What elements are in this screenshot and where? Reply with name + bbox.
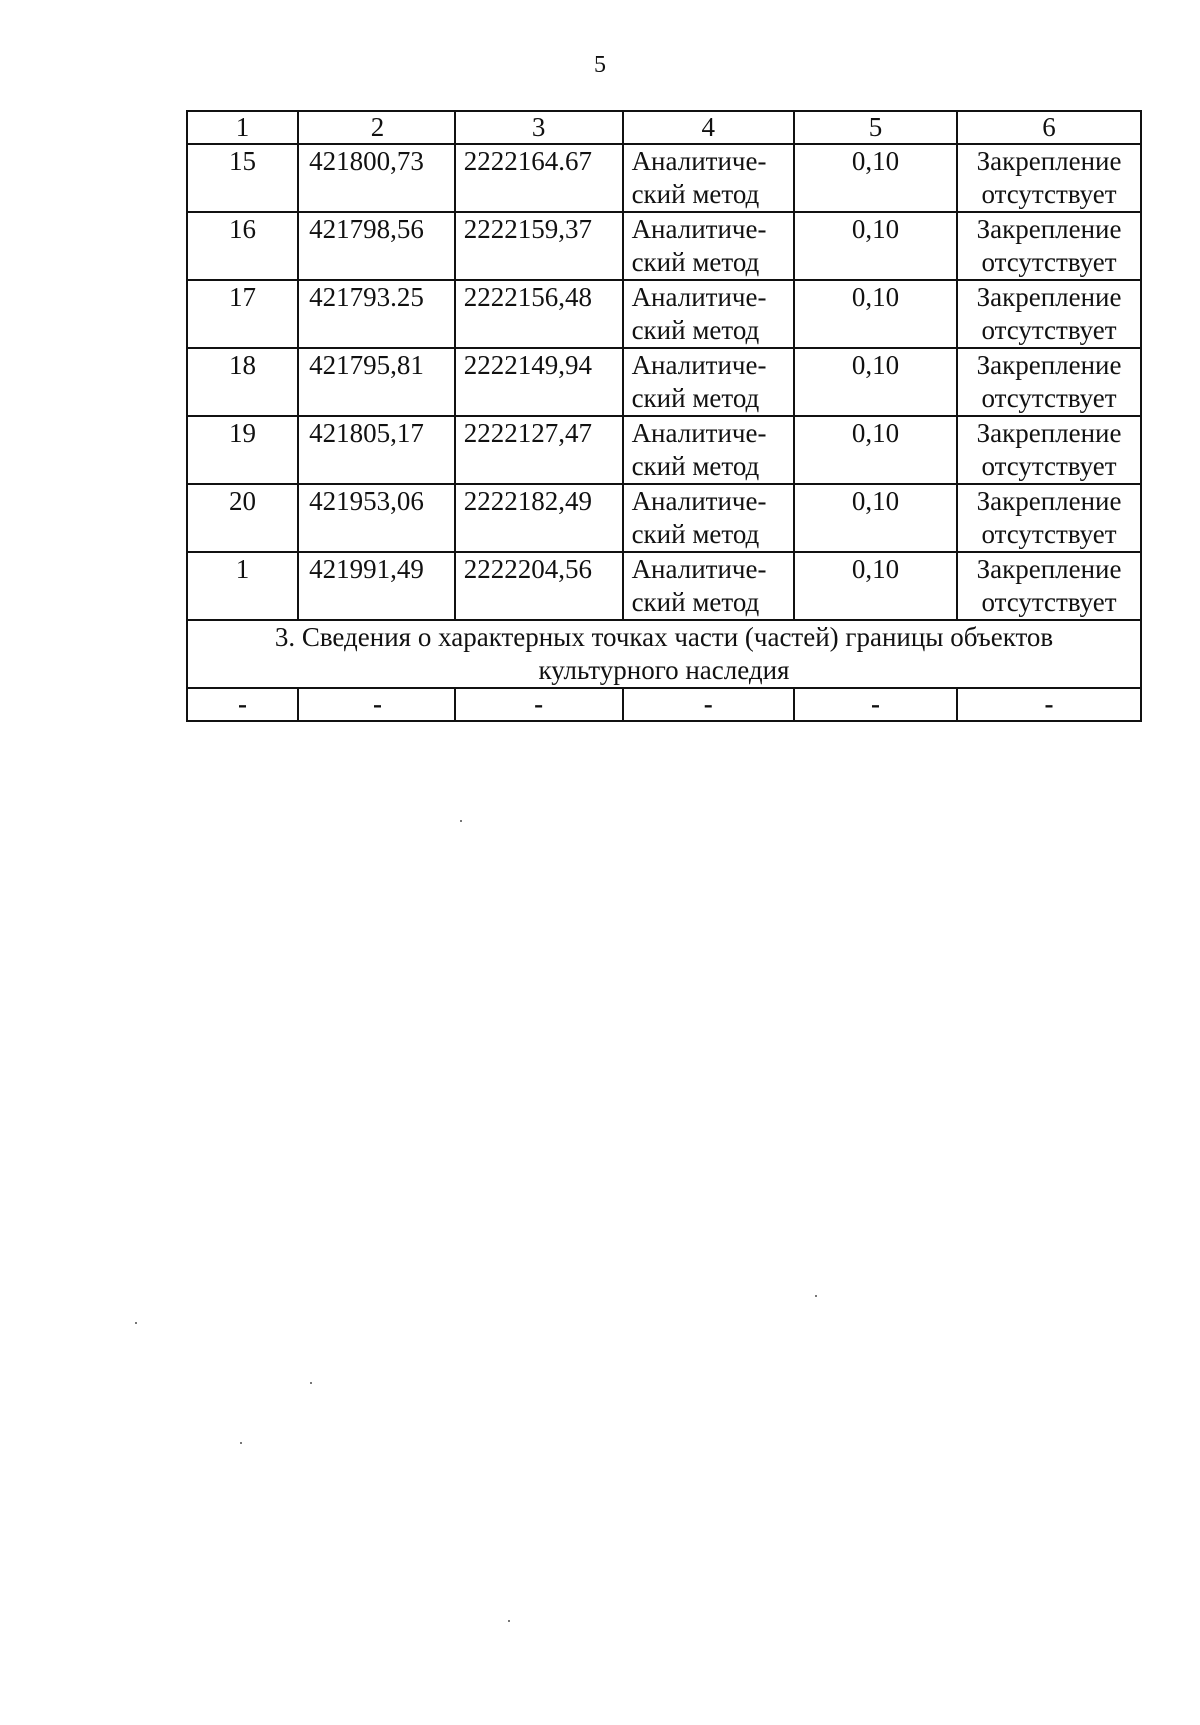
- table-row: [187, 416, 1141, 484]
- point-number: 1: [187, 552, 298, 620]
- fixing-description: Закрепление отсутствует: [957, 280, 1141, 348]
- header-cell: 3: [455, 111, 623, 144]
- method: Аналитиче-ский метод: [623, 552, 794, 620]
- table-row: [187, 212, 1141, 280]
- fixing-description: Закрепление отсутствует: [957, 484, 1141, 552]
- coordinate-y: 2222127,47: [455, 416, 623, 484]
- table-header-row: [187, 111, 1141, 144]
- empty-cell: -: [187, 688, 298, 721]
- header-cell: 2: [298, 111, 455, 144]
- empty-cell: -: [794, 688, 957, 721]
- accuracy: 0,10: [794, 348, 957, 416]
- section-heading-row: [187, 620, 1141, 688]
- coordinate-x: 421953,06: [298, 484, 455, 552]
- point-number: 17: [187, 280, 298, 348]
- fixing-description: Закрепление отсутствует: [957, 348, 1141, 416]
- scan-speck: [240, 1442, 242, 1444]
- table-row: [187, 484, 1141, 552]
- table-row: [187, 348, 1141, 416]
- point-number: 19: [187, 416, 298, 484]
- fixing-description: Закрепление отсутствует: [957, 416, 1141, 484]
- method: Аналитиче-ский метод: [623, 144, 794, 212]
- coordinate-y: 2222159,37: [455, 212, 623, 280]
- table-row: [187, 144, 1141, 212]
- empty-cell: -: [957, 688, 1141, 721]
- coordinate-x: 421798,56: [298, 212, 455, 280]
- coordinate-x: 421805,17: [298, 416, 455, 484]
- point-number: 20: [187, 484, 298, 552]
- coordinate-x: 421793.25: [298, 280, 455, 348]
- fixing-description: Закрепление отсутствует: [957, 212, 1141, 280]
- fixing-description: Закрепление отсутствует: [957, 144, 1141, 212]
- accuracy: 0,10: [794, 484, 957, 552]
- method: Аналитиче-ский метод: [623, 348, 794, 416]
- coordinate-x: 421800,73: [298, 144, 455, 212]
- point-number: 18: [187, 348, 298, 416]
- coordinate-x: 421991,49: [298, 552, 455, 620]
- header-cell: 4: [623, 111, 794, 144]
- point-number: 15: [187, 144, 298, 212]
- accuracy: 0,10: [794, 416, 957, 484]
- empty-data-row: [187, 688, 1141, 721]
- scan-speck: [508, 1620, 510, 1622]
- coordinate-y: 2222204,56: [455, 552, 623, 620]
- table-row: [187, 280, 1141, 348]
- coordinate-y: 2222149,94: [455, 348, 623, 416]
- section-title: 3. Сведения о характерных точках части (частей) границы объектов культурного наследия: [187, 620, 1141, 688]
- scan-speck: [460, 820, 462, 822]
- accuracy: 0,10: [794, 144, 957, 212]
- method: Аналитиче-ский метод: [623, 484, 794, 552]
- accuracy: 0,10: [794, 552, 957, 620]
- point-number: 16: [187, 212, 298, 280]
- empty-cell: -: [298, 688, 455, 721]
- fixing-description: Закрепление отсутствует: [957, 552, 1141, 620]
- scan-speck: [135, 1322, 137, 1324]
- table-row: [187, 552, 1141, 620]
- coordinate-y: 2222164.67: [455, 144, 623, 212]
- scan-speck: [815, 1295, 817, 1297]
- scan-speck: [310, 1382, 312, 1384]
- method: Аналитиче-ский метод: [623, 416, 794, 484]
- header-cell: 1: [187, 111, 298, 144]
- coordinate-x: 421795,81: [298, 348, 455, 416]
- empty-cell: -: [455, 688, 623, 721]
- empty-cell: -: [623, 688, 794, 721]
- page-number: 5: [594, 52, 606, 78]
- coordinates-table: [186, 110, 1142, 722]
- accuracy: 0,10: [794, 212, 957, 280]
- coordinate-y: 2222156,48: [455, 280, 623, 348]
- accuracy: 0,10: [794, 280, 957, 348]
- method: Аналитиче-ский метод: [623, 212, 794, 280]
- method: Аналитиче-ский метод: [623, 280, 794, 348]
- header-cell: 6: [957, 111, 1141, 144]
- header-cell: 5: [794, 111, 957, 144]
- coordinate-y: 2222182,49: [455, 484, 623, 552]
